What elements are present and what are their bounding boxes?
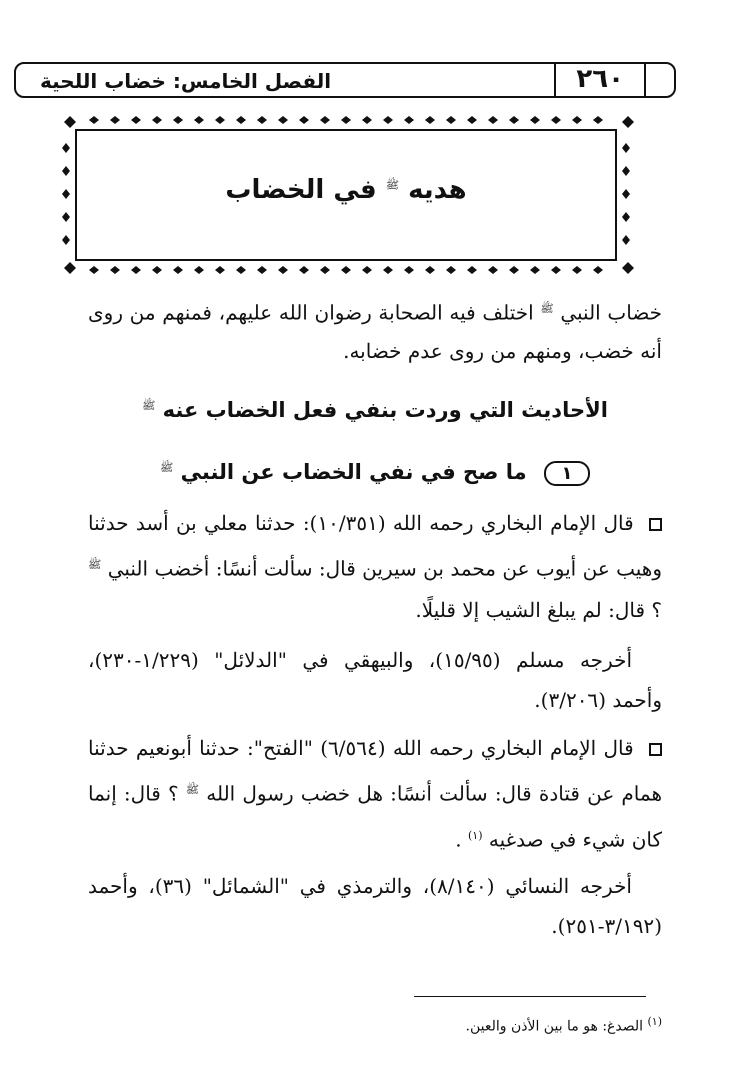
intro-paragraph bbox=[88, 290, 662, 370]
frame-ornament bbox=[194, 266, 204, 274]
square-bullet-icon bbox=[649, 743, 662, 756]
frame-ornament bbox=[362, 266, 372, 274]
frame-ornament bbox=[622, 212, 630, 222]
hadith-1-text: قال الإمام البخاري رحمه الله (١٠/٣٥١): حدثنا معلي بن أسد حدثنا وهيب عن أيوب عن محمد بن سيرين قال: سألت أنسًا: أخضب النبي bbox=[88, 511, 663, 581]
item-number: ١ bbox=[544, 461, 590, 486]
frame-ornament bbox=[572, 266, 582, 274]
salawat-glyph: ﷺ bbox=[540, 302, 554, 315]
frame-ornament bbox=[622, 166, 630, 176]
frame-ornament bbox=[236, 266, 246, 274]
frame-ornament bbox=[425, 266, 435, 274]
frame-ornament bbox=[509, 116, 519, 124]
frame-ornament bbox=[467, 116, 477, 124]
frame-ornament bbox=[467, 266, 477, 274]
frame-ornament bbox=[89, 266, 99, 274]
frame-ornament bbox=[488, 266, 498, 274]
takhrij-2: أخرجه النسائي (٨/١٤٠)، والترمذي في "الشمائل" (٣٦)، وأحمد (٣/١٩٢-٢٥١). bbox=[88, 874, 662, 938]
frame-ornament bbox=[593, 116, 603, 124]
frame-ornament bbox=[341, 116, 351, 124]
frame-ornament bbox=[62, 235, 70, 245]
takhrij-1: أخرجه مسلم (١٥/٩٥)، والبيهقي في "الدلائل" (١/٢٢٩-٢٣٠)، وأحمد (٣/٢٠٦). bbox=[88, 648, 662, 712]
frame-ornament bbox=[110, 116, 120, 124]
frame-ornament bbox=[278, 116, 288, 124]
footnote-marker: (١) bbox=[647, 1015, 662, 1028]
hadith-2-end: . bbox=[455, 827, 462, 852]
frame-ornament bbox=[131, 116, 141, 124]
frame-ornament bbox=[341, 266, 351, 274]
hadith-1 bbox=[88, 503, 662, 631]
frame-ornament bbox=[488, 116, 498, 124]
section-title-text: هديه bbox=[408, 175, 467, 205]
frame-ornament bbox=[593, 266, 603, 274]
frame-ornament bbox=[446, 266, 456, 274]
frame-ornament bbox=[215, 116, 225, 124]
frame-ornament bbox=[622, 235, 630, 245]
frame-ornament bbox=[278, 266, 288, 274]
frame-ornament bbox=[257, 266, 267, 274]
frame-ornament bbox=[299, 266, 309, 274]
frame-ornament bbox=[131, 266, 141, 274]
hadith-section-heading-text: الأحاديث التي وردت بنفي فعل الخضاب عنه bbox=[162, 398, 608, 422]
hadith-1-text-after: ؟ قال: لم يبلغ الشيب إلا قليلًا. bbox=[415, 597, 662, 622]
hadith-2-text-after: ؟ قال: إنما كان شيء في صدغيه bbox=[88, 781, 662, 852]
frame-ornament bbox=[383, 116, 393, 124]
square-bullet-icon bbox=[649, 518, 662, 531]
frame-ornament bbox=[572, 116, 582, 124]
item-heading bbox=[0, 460, 750, 486]
chapter-title: الفصل الخامس: خضاب اللحية bbox=[40, 69, 332, 93]
frame-ornament bbox=[320, 116, 330, 124]
frame-ornament bbox=[320, 266, 330, 274]
frame-ornament bbox=[404, 266, 414, 274]
frame-ornament bbox=[425, 116, 435, 124]
frame-ornament bbox=[152, 266, 162, 274]
frame-ornament bbox=[299, 116, 309, 124]
frame-ornament bbox=[622, 189, 630, 199]
footnote-divider bbox=[414, 996, 646, 997]
frame-ornament bbox=[194, 116, 204, 124]
section-title-text-after: في الخضاب bbox=[225, 175, 377, 205]
frame-ornament bbox=[152, 116, 162, 124]
intro-text: خضاب النبي bbox=[560, 300, 663, 325]
item-title: ما صح في نفي الخضاب عن النبي bbox=[180, 460, 527, 484]
frame-ornament bbox=[622, 143, 630, 153]
frame-ornament bbox=[173, 266, 183, 274]
frame-ornament bbox=[110, 266, 120, 274]
frame-ornament bbox=[257, 116, 267, 124]
section-title bbox=[120, 175, 572, 205]
frame-ornament bbox=[530, 116, 540, 124]
page-number: ٢٦٠ bbox=[554, 62, 646, 98]
salawat-glyph: ﷺ bbox=[185, 783, 200, 796]
footnote-text: الصدغ: هو ما بين الأذن والعين. bbox=[465, 1018, 644, 1035]
frame-ornament bbox=[509, 266, 519, 274]
frame-ornament bbox=[383, 266, 393, 274]
frame-ornament bbox=[236, 116, 246, 124]
frame-ornament bbox=[551, 116, 561, 124]
frame-ornament bbox=[404, 116, 414, 124]
frame-ornament bbox=[62, 143, 70, 153]
hadith-2-text: قال الإمام البخاري رحمه الله (٦/٥٦٤) "الفتح": حدثنا أبونعيم حدثنا همام عن قتادة قال: سألت أنسًا: هل خضب رسول الله bbox=[88, 736, 663, 806]
frame-ornament bbox=[89, 116, 99, 124]
page-header bbox=[14, 62, 676, 98]
frame-ornament bbox=[446, 116, 456, 124]
salawat-glyph: ﷺ bbox=[142, 399, 156, 412]
footnote bbox=[466, 1015, 662, 1035]
frame-ornament bbox=[62, 189, 70, 199]
frame-ornament bbox=[62, 212, 70, 222]
salawat-glyph: ﷺ bbox=[160, 461, 174, 474]
frame-ornament bbox=[215, 266, 225, 274]
frame-ornament bbox=[173, 116, 183, 124]
salawat-glyph: ﷺ bbox=[385, 178, 400, 192]
frame-ornament bbox=[530, 266, 540, 274]
frame-ornament bbox=[551, 266, 561, 274]
footnote-ref: (١) bbox=[467, 828, 483, 842]
frame-ornament bbox=[362, 116, 372, 124]
intro-text-after: اختلف فيه الصحابة رضوان الله عليهم، فمنهم من روى أنه خضب، ومنهم من روى عدم خضابه. bbox=[88, 300, 662, 363]
hadith-2 bbox=[88, 728, 662, 860]
hadith-section-heading bbox=[0, 398, 750, 422]
frame-ornament bbox=[62, 166, 70, 176]
salawat-glyph: ﷺ bbox=[88, 558, 102, 571]
